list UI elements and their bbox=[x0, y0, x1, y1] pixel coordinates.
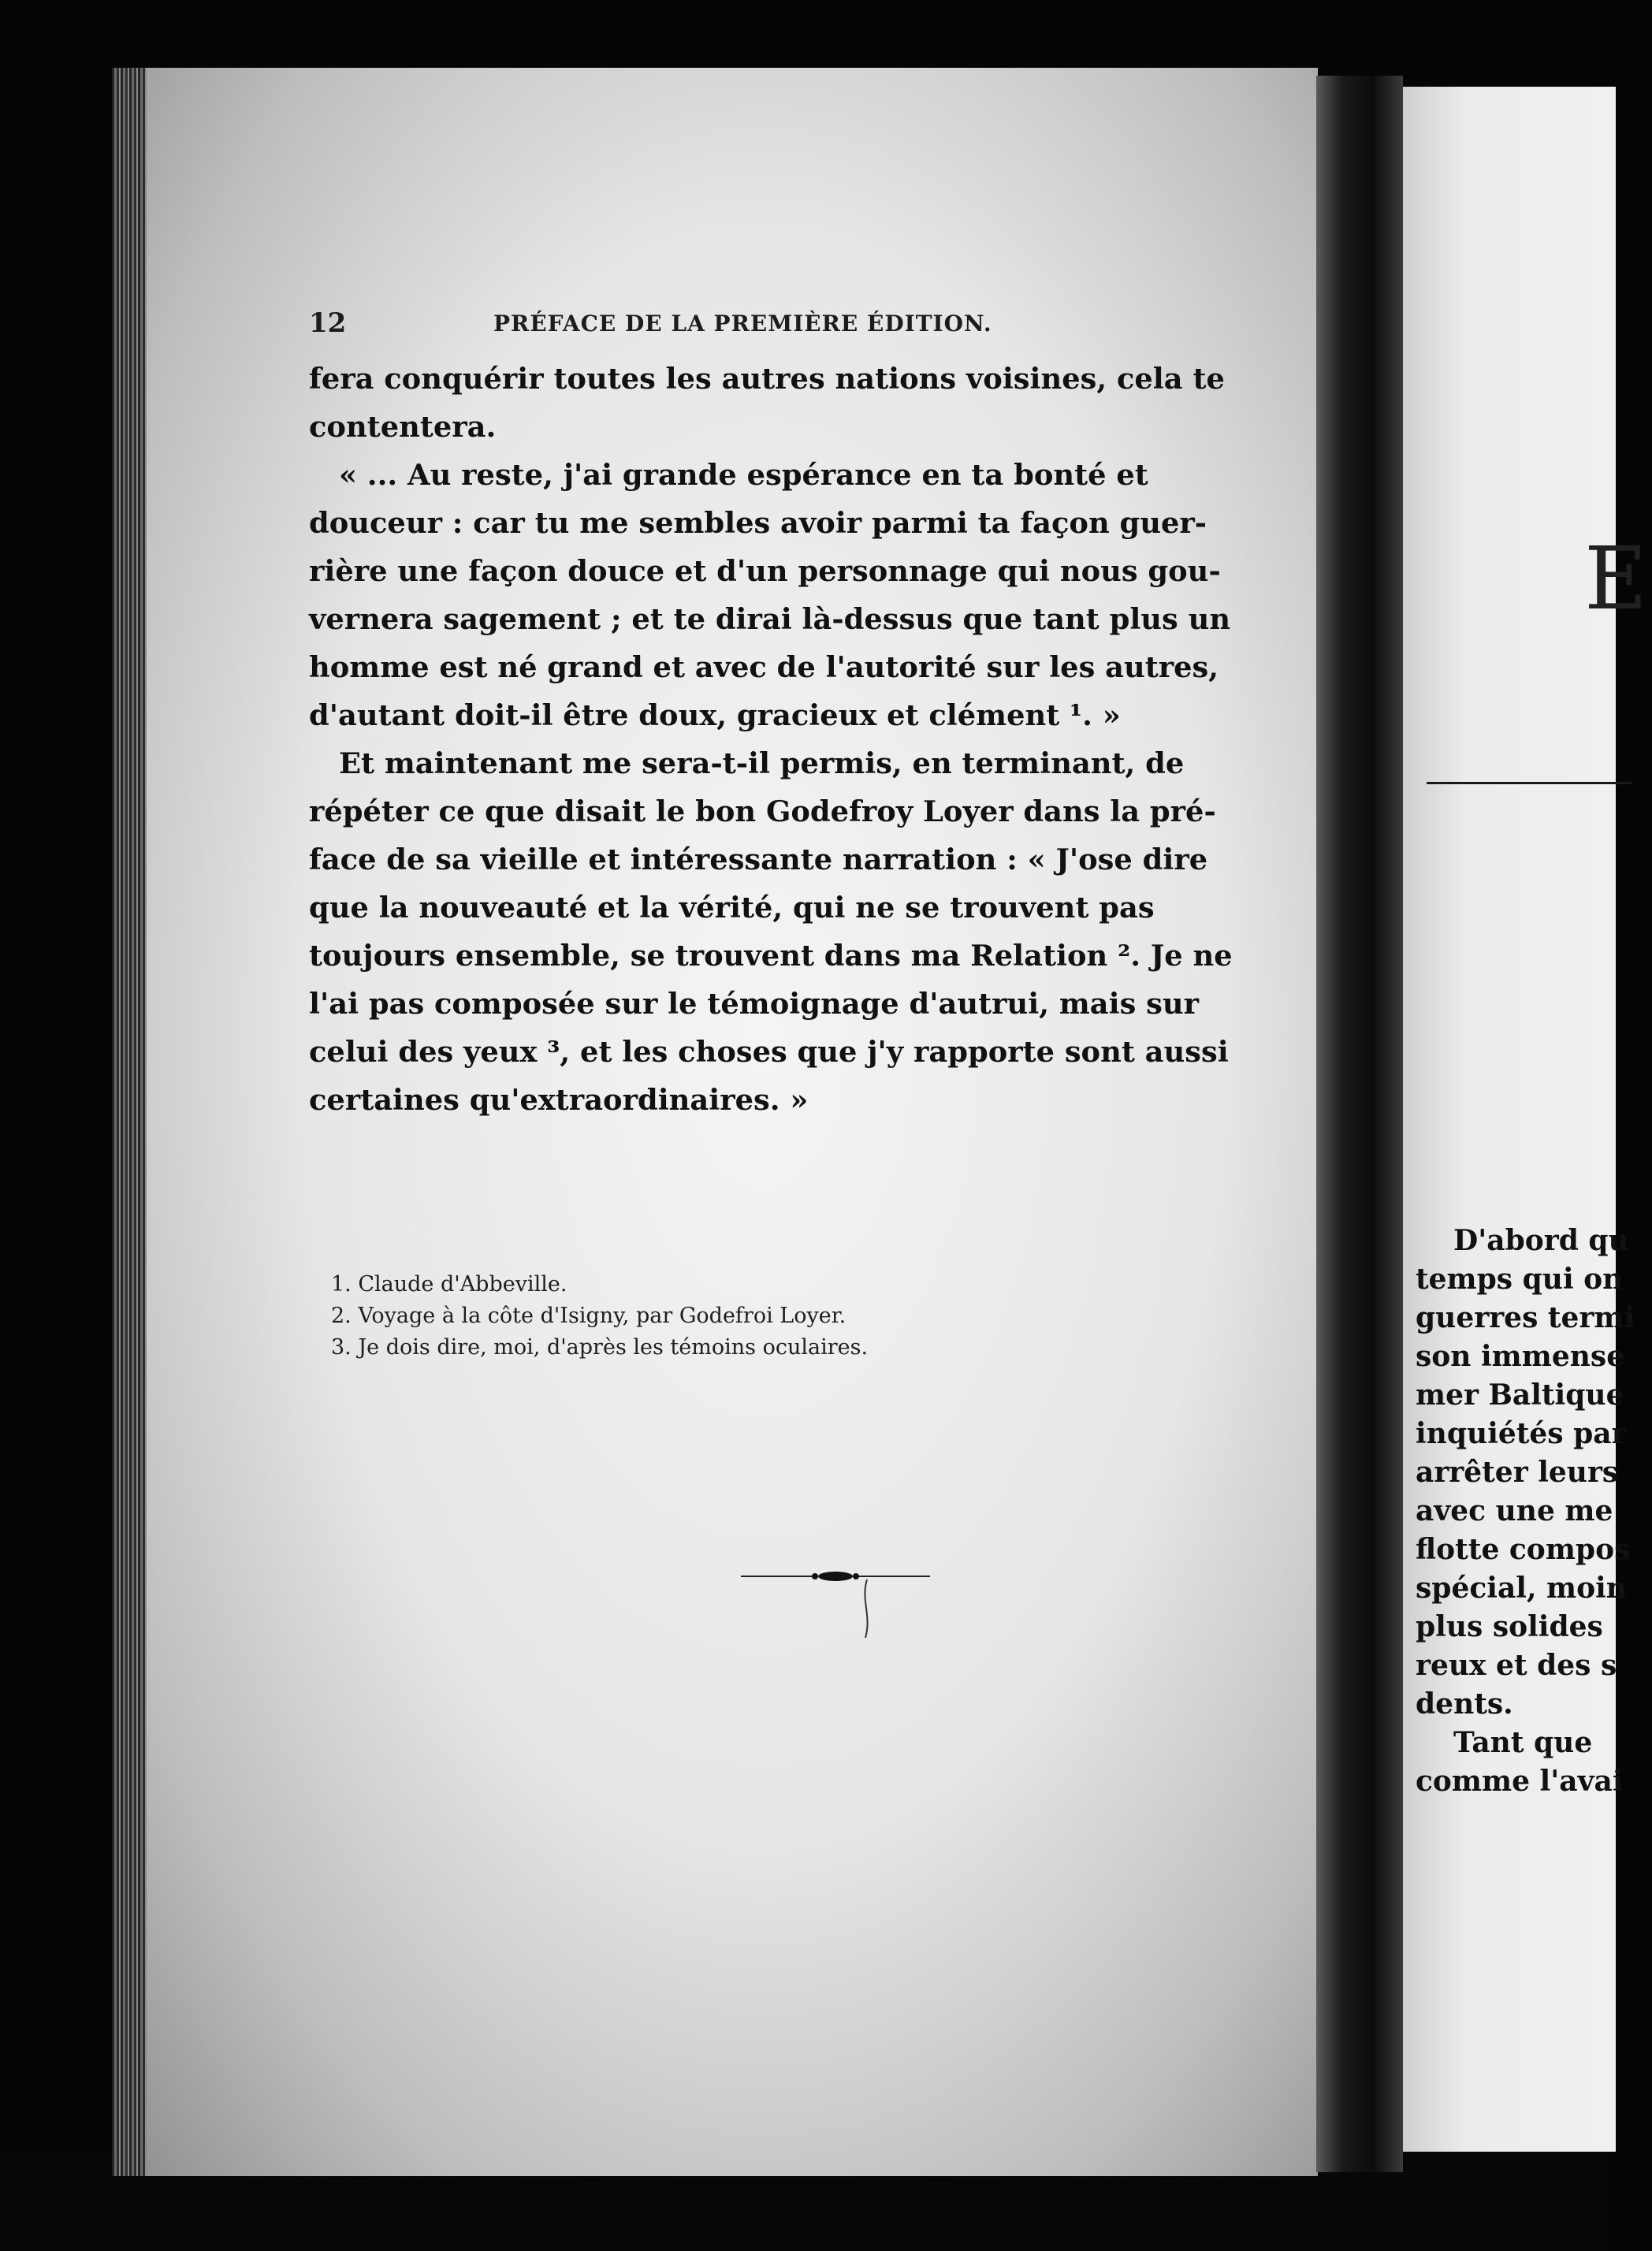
right-text-line: spécial, moin bbox=[1416, 1572, 1627, 1605]
right-text-line: flotte compos bbox=[1416, 1533, 1631, 1566]
footnotes bbox=[331, 1269, 1040, 1364]
text-line: « ... Au reste, j'ai grande espérance en ta bonté et bbox=[339, 457, 1148, 492]
right-text-line: guerres termi bbox=[1416, 1301, 1635, 1334]
text-line: d'autant doit-il être doux, gracieux et clément ¹. » bbox=[309, 698, 1121, 732]
right-text-line: inquiétés par bbox=[1416, 1417, 1627, 1450]
right-text-line: mer Baltique bbox=[1416, 1379, 1624, 1412]
text-line: l'ai pas composée sur le témoignage d'autrui, mais sur bbox=[309, 986, 1199, 1021]
right-text-line: comme l'avai bbox=[1416, 1765, 1624, 1798]
right-text-line: reux et des s bbox=[1416, 1649, 1617, 1682]
text-line: que la nouveauté et la vérité, qui ne se trouvent pas bbox=[309, 890, 1155, 925]
fleuron-ornament bbox=[741, 1568, 930, 1695]
right-page bbox=[1403, 87, 1648, 2152]
book-gutter bbox=[1316, 76, 1403, 2172]
right-text-line: dents. bbox=[1416, 1687, 1513, 1721]
right-text-line: son immense bbox=[1416, 1340, 1625, 1373]
text-line: rière une façon douce et d'un personnage qui nous gou- bbox=[309, 553, 1221, 588]
text-line: fera conquérir toutes les autres nations voisines, cela te bbox=[309, 361, 1225, 396]
page-edges bbox=[112, 68, 147, 2176]
text-line: répéter ce que disait le bon Godefroy Loyer dans la pré- bbox=[309, 794, 1216, 828]
right-text-line: arrêter leurs bbox=[1416, 1456, 1619, 1489]
text-line: Et maintenant me sera-t-il permis, en terminant, de bbox=[339, 746, 1185, 780]
running-head bbox=[309, 307, 1215, 352]
right-text-line: Tant que bbox=[1453, 1726, 1593, 1759]
text-line: face de sa vieille et intéressante narration : « J'ose dire bbox=[309, 842, 1208, 876]
text-line: contentera. bbox=[309, 409, 497, 444]
text-line: celui des yeux ³, et les choses que j'y rapporte sont aussi bbox=[309, 1034, 1229, 1069]
right-page-heading: E bbox=[1584, 528, 1648, 629]
main-text bbox=[309, 355, 1233, 1124]
footnote-1: 1. Claude d'Abbeville. bbox=[331, 1272, 567, 1297]
running-head-title: PRÉFACE DE LA PREMIÈRE ÉDITION. bbox=[493, 311, 992, 337]
text-line: vernera sagement ; et te dirai là-dessus que tant plus un bbox=[309, 601, 1231, 636]
page-number: 12 bbox=[309, 307, 347, 339]
footnote-3: 3. Je dois dire, moi, d'après les témoins oculaires. bbox=[331, 1335, 869, 1360]
right-text-line: temps qui on bbox=[1416, 1263, 1624, 1296]
right-page-text bbox=[1416, 1222, 1652, 1801]
text-line: toujours ensemble, se trouvent dans ma Relation ². Je ne bbox=[309, 938, 1233, 973]
right-text-line: plus solides bbox=[1416, 1610, 1603, 1643]
right-text-line: avec une me bbox=[1416, 1494, 1613, 1527]
right-text-line: D'abord qu bbox=[1453, 1224, 1629, 1257]
heading-rule bbox=[1427, 782, 1632, 784]
text-line: certaines qu'extraordinaires. » bbox=[309, 1082, 809, 1117]
text-line: douceur : car tu me sembles avoir parmi ta façon guer- bbox=[309, 505, 1207, 540]
text-line: homme est né grand et avec de l'autorité sur les autres, bbox=[309, 649, 1219, 684]
footnote-2: 2. Voyage à la côte d'Isigny, par Godefroi Loyer. bbox=[331, 1304, 846, 1328]
